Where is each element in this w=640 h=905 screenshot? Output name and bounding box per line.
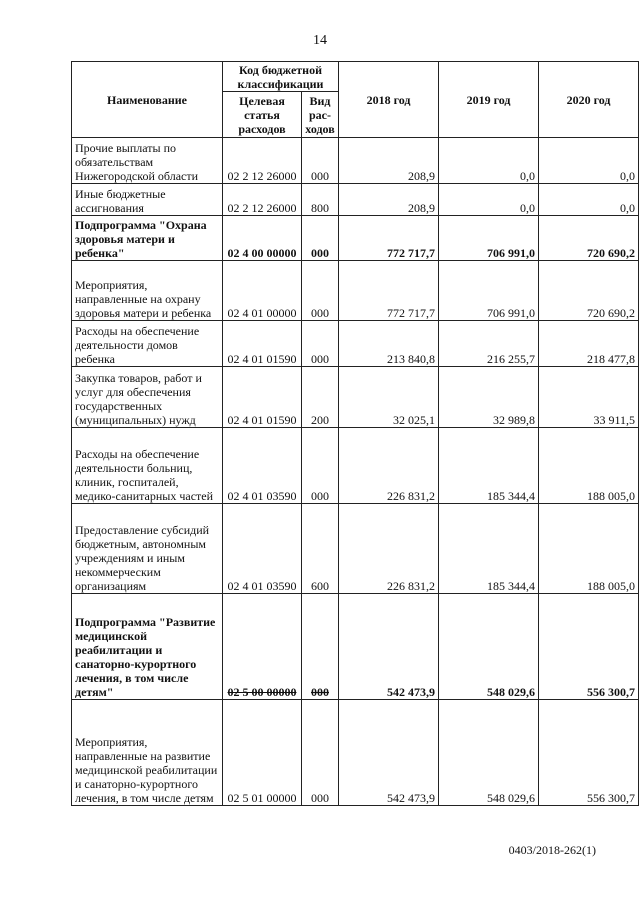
row-2020: 33 911,5 xyxy=(539,367,639,428)
table-row xyxy=(72,261,639,321)
row-name: Подпрограмма "Охрана здоровья матери и ребенка" xyxy=(72,216,223,261)
page-number: 14 xyxy=(313,33,327,48)
row-2018: 772 717,7 xyxy=(339,261,439,321)
row-code: 02 2 12 26000 xyxy=(223,138,302,184)
row-vid: 000 xyxy=(302,261,339,321)
row-2020: 188 005,0 xyxy=(539,428,639,504)
table-row xyxy=(72,594,639,700)
document-code: 0403/2018-262(1) xyxy=(508,843,596,857)
row-name: Мероприятия, направленные на развитие медицинской реабилитации и санаторно-курортного лечения, в том числе детям xyxy=(72,700,223,806)
row-2018: 542 473,9 xyxy=(339,700,439,806)
row-name: Закупка товаров, работ и услуг для обеспечения государственных (муниципальных) нужд xyxy=(72,367,223,428)
row-2020: 556 300,7 xyxy=(539,700,639,806)
row-2018: 542 473,9 xyxy=(339,594,439,700)
row-2019: 185 344,4 xyxy=(439,504,539,594)
row-2019: 216 255,7 xyxy=(439,321,539,367)
header-expense-type: Вид рас- ходов xyxy=(302,92,339,138)
header-2018: 2018 год xyxy=(339,62,439,138)
row-2019: 706 991,0 xyxy=(439,261,539,321)
row-name: Прочие выплаты по обязательствам Нижегородской области xyxy=(72,138,223,184)
row-2019: 185 344,4 xyxy=(439,428,539,504)
row-vid: 000 xyxy=(302,321,339,367)
row-2020: 720 690,2 xyxy=(539,261,639,321)
row-name: Расходы на обеспечение деятельности больниц, клиник, госпиталей, медико-санитарных частей xyxy=(72,428,223,504)
table-row xyxy=(72,504,639,594)
row-2020: 0,0 xyxy=(539,138,639,184)
row-code: 02 5 00 00000 xyxy=(223,594,302,700)
row-vid: 600 xyxy=(302,504,339,594)
budget-table xyxy=(71,61,639,806)
row-vid: 000 xyxy=(302,428,339,504)
row-2018: 772 717,7 xyxy=(339,216,439,261)
table-row xyxy=(72,184,639,216)
row-2020: 188 005,0 xyxy=(539,504,639,594)
header-2019: 2019 год xyxy=(439,62,539,138)
row-vid: 000 xyxy=(302,138,339,184)
row-2019: 548 029,6 xyxy=(439,594,539,700)
table-row xyxy=(72,367,639,428)
row-2019: 32 989,8 xyxy=(439,367,539,428)
table-row xyxy=(72,700,639,806)
row-2018: 226 831,2 xyxy=(339,428,439,504)
table-row xyxy=(72,138,639,184)
row-code: 02 2 12 26000 xyxy=(223,184,302,216)
row-code: 02 5 01 00000 xyxy=(223,700,302,806)
row-code: 02 4 01 03590 xyxy=(223,504,302,594)
row-name: Иные бюджетные ассигнования xyxy=(72,184,223,216)
table-row xyxy=(72,216,639,261)
row-2020: 218 477,8 xyxy=(539,321,639,367)
row-2020: 720 690,2 xyxy=(539,216,639,261)
row-vid: 000 xyxy=(302,216,339,261)
row-2019: 0,0 xyxy=(439,138,539,184)
row-name: Расходы на обеспечение деятельности домов ребенка xyxy=(72,321,223,367)
row-code: 02 4 01 01590 xyxy=(223,367,302,428)
row-vid: 200 xyxy=(302,367,339,428)
row-code: 02 4 00 00000 xyxy=(223,216,302,261)
table-row xyxy=(72,428,639,504)
table-row xyxy=(72,321,639,367)
row-vid: 000 xyxy=(302,700,339,806)
row-2020: 0,0 xyxy=(539,184,639,216)
row-vid: 000 xyxy=(302,594,339,700)
row-vid: 800 xyxy=(302,184,339,216)
row-name: Мероприятия, направленные на охрану здоровья матери и ребенка xyxy=(72,261,223,321)
row-code: 02 4 01 00000 xyxy=(223,261,302,321)
header-name: Наименование xyxy=(72,62,223,138)
row-name: Предоставление субсидий бюджетным, автономным учреждениям и иным некоммерческим организациям xyxy=(72,504,223,594)
row-2018: 226 831,2 xyxy=(339,504,439,594)
row-2018: 208,9 xyxy=(339,184,439,216)
row-name: Подпрограмма "Развитие медицинской реабилитации и санаторно-курортного лечения, в том числе детям" xyxy=(72,594,223,700)
row-2018: 213 840,8 xyxy=(339,321,439,367)
row-2018: 208,9 xyxy=(339,138,439,184)
row-2019: 548 029,6 xyxy=(439,700,539,806)
header-target-article: Целевая статья расходов xyxy=(223,92,302,138)
header-2020: 2020 год xyxy=(539,62,639,138)
row-2020: 556 300,7 xyxy=(539,594,639,700)
header-code-group: Код бюджетной классификации xyxy=(223,62,339,92)
row-2019: 0,0 xyxy=(439,184,539,216)
row-2018: 32 025,1 xyxy=(339,367,439,428)
row-code: 02 4 01 01590 xyxy=(223,321,302,367)
row-code: 02 4 01 03590 xyxy=(223,428,302,504)
row-2019: 706 991,0 xyxy=(439,216,539,261)
